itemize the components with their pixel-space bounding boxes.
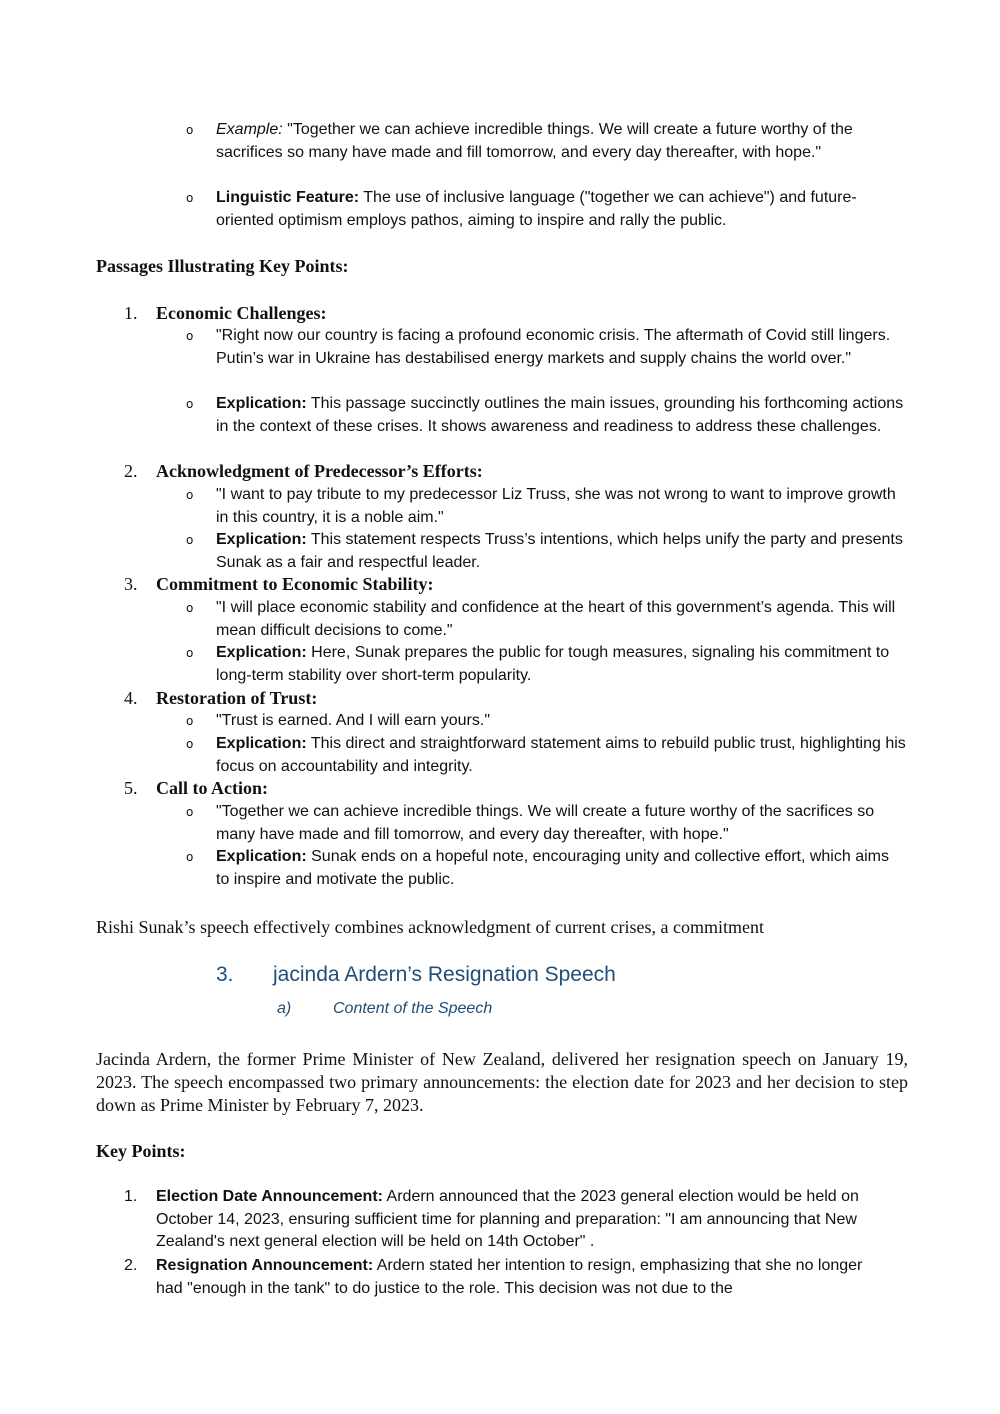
key-point-text: Ardern announced that the 2023 general election would be held on October 14, 2023, ensuring sufficient time for planning and preparation: "I am announcing that New Zealand's next general election will be held on 14th October" . bbox=[156, 1188, 859, 1250]
passage-explication bbox=[216, 846, 906, 891]
bullet-marker: o bbox=[186, 191, 194, 205]
item-label: Linguistic Feature: bbox=[216, 189, 360, 206]
list-number: 2. bbox=[124, 461, 138, 481]
explication-text: This passage succinctly outlines the main issues, grounding his forthcoming actions in the context of these crises. It shows awareness and readiness to address these challenges. bbox=[216, 395, 904, 435]
passage-quote: "Trust is earned. And I will earn yours." bbox=[216, 712, 490, 729]
key-point-label: Resignation Announcement: bbox=[156, 1257, 374, 1274]
bullet-marker: o bbox=[186, 646, 194, 660]
key-point-text: Ardern stated her intention to resign, emphasizing that she no longer had "enough in the tank" to do justice to the role. This decision was not due to the bbox=[156, 1257, 863, 1297]
passage-title: Economic Challenges: bbox=[156, 303, 327, 323]
passage-explication bbox=[216, 393, 906, 438]
list-number: 3. bbox=[124, 574, 138, 594]
explication-label: Explication: bbox=[216, 848, 307, 865]
passage-explication bbox=[216, 642, 906, 687]
passage-title: Call to Action: bbox=[156, 778, 268, 798]
bullet-marker: o bbox=[186, 601, 194, 615]
list-number: 2. bbox=[124, 1257, 138, 1274]
explication-label: Explication: bbox=[216, 531, 307, 548]
list-item bbox=[216, 187, 906, 232]
explication-text: This direct and straightforward statement aims to rebuild public trust, highlighting his focus on accountability and integrity. bbox=[216, 735, 906, 775]
section-number: 3. bbox=[216, 963, 234, 986]
passage-quote: "Together we can achieve incredible things. We will create a future worthy of the sacrifices so many have made and fill tomorrow, and every day thereafter, with hope." bbox=[216, 803, 875, 843]
item-label: Example: bbox=[216, 121, 283, 138]
passage-quote: "I want to pay tribute to my predecessor Liz Truss, she was not wrong to want to improve growth in this country, it is a noble aim." bbox=[216, 486, 896, 526]
explication-label: Explication: bbox=[216, 735, 307, 752]
bullet-marker: o bbox=[186, 329, 194, 343]
bullet-marker: o bbox=[186, 397, 194, 411]
passage-title: Acknowledgment of Predecessor’s Efforts: bbox=[156, 461, 483, 481]
key-point-label: Election Date Announcement: bbox=[156, 1188, 383, 1205]
explication-text: Sunak ends on a hopeful note, encouraging unity and collective effort, which aims to inspire and motivate the public. bbox=[216, 848, 889, 888]
bullet-marker: o bbox=[186, 488, 194, 502]
bullet-marker: o bbox=[186, 737, 194, 751]
passage-explication bbox=[216, 529, 906, 574]
passage-title: Commitment to Economic Stability: bbox=[156, 574, 434, 594]
subsection-title: Content of the Speech bbox=[333, 1000, 493, 1017]
list-item bbox=[216, 119, 906, 164]
list-number: 1. bbox=[124, 1188, 138, 1205]
section-heading: Passages Illustrating Key Points: bbox=[96, 256, 349, 276]
intro-paragraph: Jacinda Ardern, the former Prime Minister of New Zealand, delivered her resignation speech on January 19, 2023. The speech encompassed two primary announcements: the election date for 2023 and her decision to step down as Prime Minister by February 7, 2023. bbox=[96, 1049, 908, 1115]
explication-label: Explication: bbox=[216, 644, 307, 661]
explication-text: Here, Sunak prepares the public for tough measures, signaling his commitment to long-term stability over short-term popularity. bbox=[216, 644, 890, 684]
key-point-item bbox=[156, 1186, 884, 1254]
bullet-marker: o bbox=[186, 850, 194, 864]
passage-explication bbox=[216, 733, 906, 778]
list-number: 4. bbox=[124, 688, 138, 708]
item-text: The use of inclusive language ("together we can achieve") and future-oriented optimism employs pathos, aiming to inspire and rally the public. bbox=[216, 189, 857, 229]
passage-quote: "I will place economic stability and confidence at the heart of this government’s agenda. This will mean difficult decisions to come." bbox=[216, 599, 896, 639]
bullet-marker: o bbox=[186, 533, 194, 547]
list-number: 5. bbox=[124, 778, 138, 798]
subsection-number: a) bbox=[277, 1000, 292, 1017]
section-heading: Key Points: bbox=[96, 1141, 186, 1161]
list-number: 1. bbox=[124, 303, 138, 323]
explication-text: This statement respects Truss’s intentions, which helps unify the party and presents Sunak as a fair and respectful leader. bbox=[216, 531, 903, 571]
section-title: jacinda Ardern’s Resignation Speech bbox=[273, 963, 616, 986]
bullet-marker: o bbox=[186, 805, 194, 819]
summary-line: Rishi Sunak’s speech effectively combines acknowledgment of current crises, a commitment bbox=[96, 917, 764, 937]
passage-title: Restoration of Trust: bbox=[156, 688, 318, 708]
explication-label: Explication: bbox=[216, 395, 307, 412]
passage-quote: "Right now our country is facing a profound economic crisis. The aftermath of Covid still lingers. Putin’s war in Ukraine has destabilised energy markets and supply chains the world over." bbox=[216, 327, 891, 367]
bullet-marker: o bbox=[186, 123, 194, 137]
key-point-item bbox=[156, 1255, 892, 1300]
bullet-marker: o bbox=[186, 714, 194, 728]
item-text: "Together we can achieve incredible things. We will create a future worthy of the sacrifices so many have made and fill tomorrow, and every day thereafter, with hope." bbox=[216, 121, 853, 161]
